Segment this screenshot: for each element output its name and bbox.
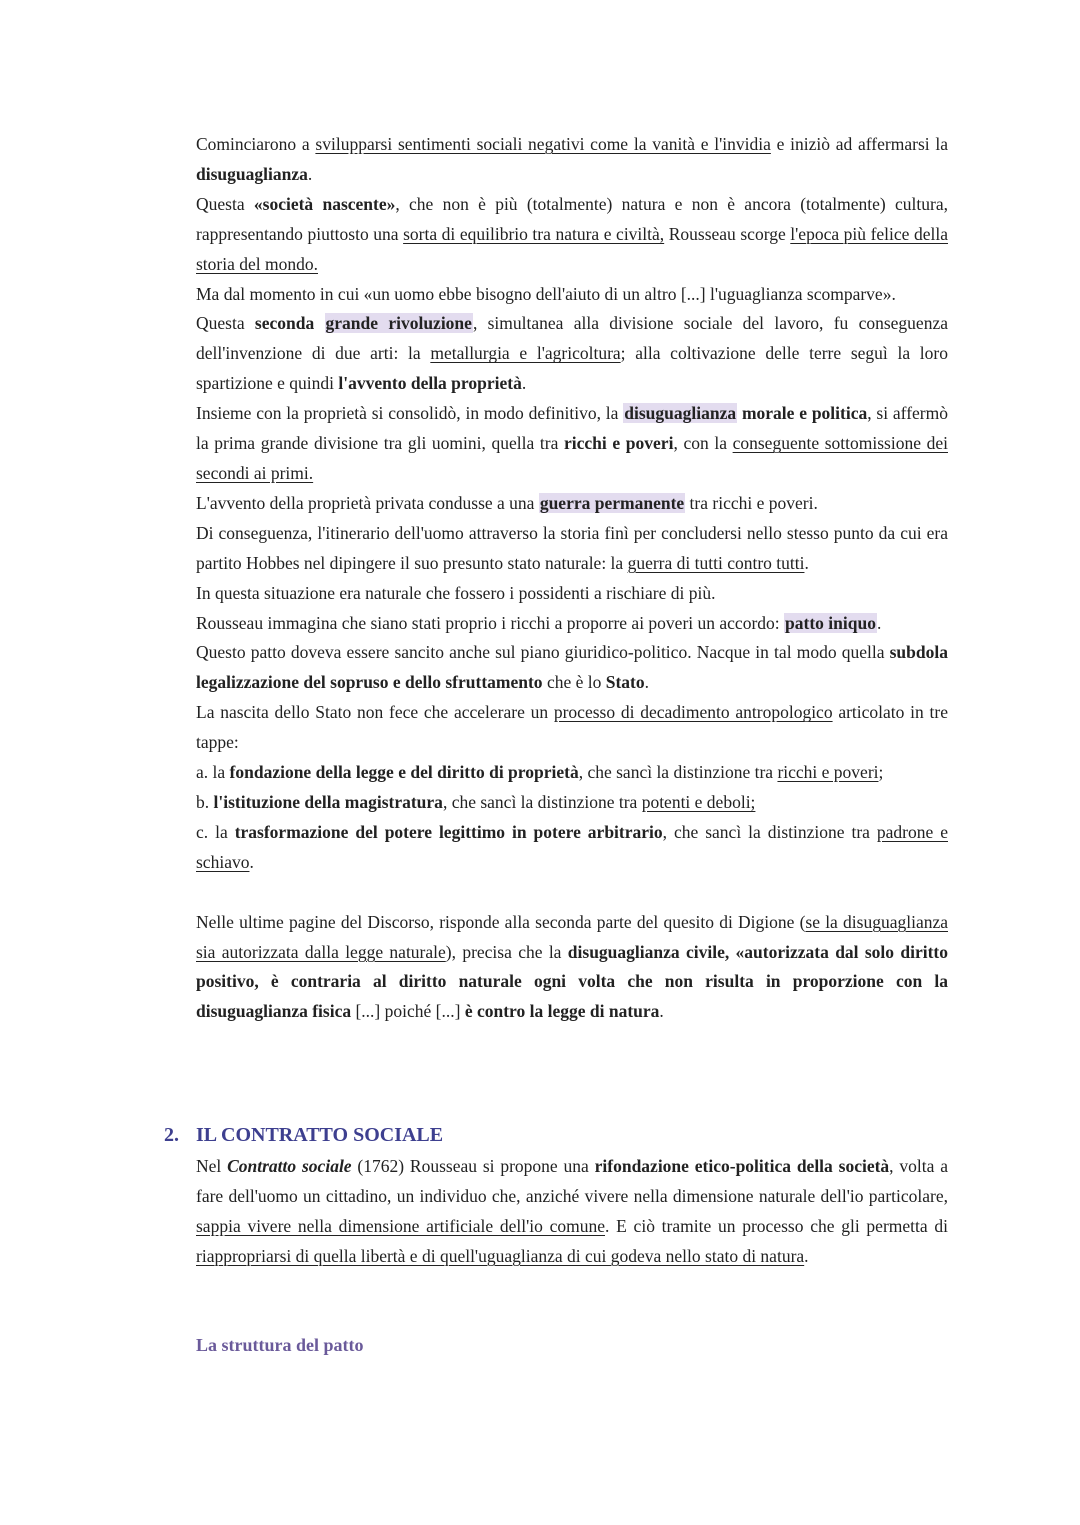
bold-text: disuguaglianza civile, «autorizzata dal solo diritto positivo, è contraria al diritto naturale ogni volta che non risulta in proporzione con la disuguaglianza fisica bbox=[196, 941, 949, 1022]
list-item-b bbox=[196, 788, 948, 818]
text: Ma dal momento in cui «un uomo ebbe bisogno dell'aiuto di un altro [...] l'uguaglianza scomparve». bbox=[196, 283, 896, 304]
text: L'avvento della proprietà privata condusse a una bbox=[196, 492, 539, 513]
bold-text: trasformazione del potere legittimo in potere arbitrario bbox=[234, 821, 663, 842]
bold-text: l'avvento della proprietà bbox=[338, 373, 522, 394]
text: Nel bbox=[196, 1156, 228, 1176]
underlined-text: processo di decadimento antropologico bbox=[553, 702, 833, 723]
list-item-c bbox=[196, 818, 948, 878]
bold-text: «società nascente» bbox=[253, 193, 396, 214]
paragraph-owners-risk bbox=[196, 579, 948, 609]
text: , con la bbox=[673, 433, 733, 454]
paragraph-hobbes bbox=[196, 519, 948, 579]
text: , che sancì la distinzione tra bbox=[662, 821, 877, 842]
paragraph-nascent-society bbox=[196, 190, 948, 280]
underlined-text: padrone e schiavo bbox=[196, 821, 948, 872]
underlined-text: metallurgia e l'agricoltura bbox=[430, 343, 621, 364]
paragraph-moral-political-inequality bbox=[196, 399, 948, 489]
highlighted-text: disuguaglianza bbox=[624, 403, 737, 424]
text: Rousseau scorge bbox=[664, 223, 791, 244]
paragraph-unfair-pact bbox=[196, 609, 948, 639]
section-number: 2. bbox=[164, 1124, 179, 1146]
underlined-text: conseguente sottomissione dei secondi ai primi. bbox=[196, 433, 948, 483]
text: . bbox=[804, 1245, 809, 1266]
text: , che sancì la distinzione tra bbox=[442, 791, 642, 812]
bold-italic-title: Contratto sociale bbox=[227, 1156, 352, 1176]
underlined-text: guerra di tutti contro tutti bbox=[627, 552, 805, 573]
text: , si affermò la prima grande divisione tra gli uomini, quella tra bbox=[196, 403, 948, 454]
text: ), precisa che la bbox=[445, 941, 568, 962]
bold-text: subdola legalizzazione del sopruso e dello sfruttamento bbox=[196, 642, 948, 693]
text: . bbox=[659, 1001, 664, 1022]
underlined-text: sorta di equilibrio tra natura e civiltà, bbox=[403, 223, 665, 244]
text: Questa bbox=[196, 193, 254, 214]
text: b. bbox=[196, 791, 214, 812]
text: ; bbox=[878, 762, 884, 783]
text: e iniziò ad affermarsi la bbox=[770, 134, 948, 154]
bold-text: disuguaglianza bbox=[196, 163, 308, 184]
underlined-text: ricchi e poveri bbox=[777, 762, 879, 783]
text: . bbox=[521, 373, 527, 394]
text: a. la bbox=[196, 762, 230, 783]
text: . bbox=[644, 672, 649, 693]
text: Rousseau immagina che siano stati proprio i ricchi a proporre ai poveri un accordo: bbox=[196, 612, 785, 633]
bold-text: è contro la legge di natura bbox=[464, 1001, 660, 1022]
section-title: IL CONTRATTO SOCIALE bbox=[196, 1124, 444, 1146]
bold-text: morale e politica bbox=[737, 403, 868, 424]
underlined-text: sappia vivere nella dimensione artificiale dell'io comune bbox=[196, 1215, 606, 1236]
text: La nascita dello Stato non fece che accelerare un bbox=[196, 702, 554, 723]
text: Questa bbox=[196, 313, 255, 334]
paragraph-spacer bbox=[196, 878, 948, 908]
text: , che sancì la distinzione tra bbox=[578, 762, 778, 783]
bold-text: l'istituzione della magistratura bbox=[213, 791, 443, 812]
bold-text: fondazione della legge e del diritto di proprietà bbox=[229, 762, 579, 783]
bold-text: ricchi e poveri bbox=[564, 433, 674, 454]
text: c. la bbox=[196, 821, 235, 842]
text: . bbox=[876, 612, 882, 633]
text: Nelle ultime pagine del Discorso, risponde alla seconda parte del quesito di Digione ( bbox=[196, 911, 806, 932]
section-2-body bbox=[196, 1152, 948, 1272]
bold-text: Stato bbox=[605, 672, 645, 693]
bold-text: seconda bbox=[254, 313, 315, 334]
paragraph-social-contract bbox=[196, 1152, 948, 1272]
text: [...] poiché [...] bbox=[351, 1001, 465, 1022]
text: (1762) Rousseau si propone una bbox=[351, 1156, 595, 1176]
text: articolato in tre tappe: bbox=[196, 702, 948, 753]
text: Insieme con la proprietà si consolidò, in modo definitivo, la bbox=[196, 403, 624, 424]
text: Questo patto doveva essere sancito anche sul piano giuridico-politico. Nacque in tal modo quella bbox=[196, 642, 890, 663]
underlined-text: svilupparsi sentimenti sociali negativi come la vanità e l'invidia bbox=[315, 134, 771, 154]
underlined-text: se la disuguaglianza sia autorizzata dalla legge naturale bbox=[196, 911, 948, 962]
text: . bbox=[249, 851, 254, 872]
section-1-body bbox=[196, 130, 948, 1027]
highlighted-text: grande rivoluzione bbox=[325, 313, 472, 334]
highlighted-text: guerra permanente bbox=[539, 492, 685, 513]
list-item-a bbox=[196, 758, 948, 788]
text: tra ricchi e poveri. bbox=[685, 492, 818, 513]
paragraph-vanity bbox=[196, 130, 948, 190]
paragraph-state-legalization bbox=[196, 638, 948, 698]
text: , volta a fare dell'uomo un cittadino, un individuo che, anziché vivere nella dimensione naturale dell'io particolare, bbox=[196, 1156, 948, 1206]
paragraph-second-revolution bbox=[196, 309, 948, 399]
text: Cominciarono a bbox=[196, 134, 316, 154]
underlined-text: l'epoca più felice della storia del mondo. bbox=[196, 223, 948, 274]
bold-text: rifondazione etico-politica della società bbox=[594, 1156, 890, 1176]
paragraph-anthropological-decay bbox=[196, 698, 948, 758]
text: . bbox=[307, 163, 313, 184]
paragraph-discourse-conclusion bbox=[196, 908, 948, 1028]
text: In questa situazione era naturale che fossero i possidenti a rischiare di più. bbox=[196, 582, 716, 603]
text: che è lo bbox=[542, 672, 606, 693]
section-heading-social-contract bbox=[164, 1120, 443, 1150]
paragraph-equality-vanished bbox=[196, 280, 948, 310]
text: ; alla coltivazione delle terre seguì la loro spartizione e quindi bbox=[196, 343, 948, 394]
text: Di conseguenza, l'itinerario dell'uomo attraverso la storia finì per concludersi nello stesso punto da cui era partito Hobbes nel dipingere il suo presunto stato naturale: la bbox=[196, 522, 948, 573]
highlighted-text: patto iniquo bbox=[785, 612, 876, 633]
text: . E ciò tramite un processo che gli permetta di bbox=[605, 1215, 949, 1236]
underlined-text: riappropriarsi di quella libertà e di quell'uguaglianza di cui godeva nello stato di natura bbox=[196, 1245, 805, 1266]
subheading-pact-structure: La struttura del patto bbox=[196, 1335, 364, 1355]
text: , che non è più (totalmente) natura e non è ancora (totalmente) cultura, rappresentando piuttosto una bbox=[196, 193, 948, 244]
text: , simultanea alla divisione sociale del lavoro, fu conseguenza dell'invenzione di due arti: la bbox=[196, 313, 948, 364]
paragraph-permanent-war bbox=[196, 489, 948, 519]
underlined-text: potenti e deboli; bbox=[641, 791, 756, 812]
text: . bbox=[804, 552, 809, 573]
